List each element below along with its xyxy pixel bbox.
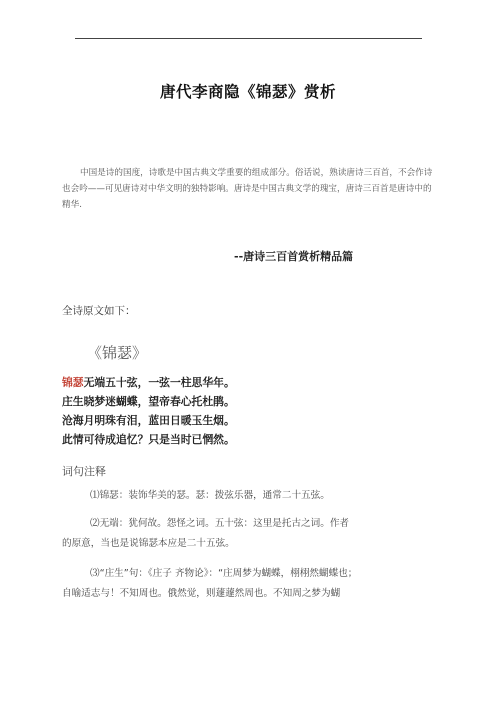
- note-1: [62, 486, 437, 506]
- poem-body: [62, 373, 235, 449]
- note-2-line-2: 的原意，当也是说锦瑟本应是二十五弦。: [62, 538, 235, 549]
- note-1-text: ⑴锦瑟：装饰华美的瑟。瑟：拨弦乐器，通常二十五弦。: [90, 490, 330, 501]
- note-3-line-2: 自喻适志与！不知周也。俄然觉，则蘧蘧然周也。不知周之梦为蝴: [62, 588, 341, 599]
- document-title: 唐代李商隐《锦瑟》赏析: [159, 83, 336, 101]
- source-signature: --唐诗三百首赏析精品篇: [234, 250, 354, 263]
- note-3-line-1: ⑶“庄生”句：《庄子 齐物论》：“庄周梦为蝴蝶，栩栩然蝴蝶也；: [90, 568, 358, 579]
- note-2: [62, 514, 437, 554]
- note-2-line-1: ⑵无端：犹何故。怨怪之词。五十弦：这里是托古之词。作者: [90, 518, 350, 529]
- poem-title-highlight: 锦瑟: [62, 376, 84, 389]
- header-rule: [75, 38, 422, 39]
- poem-title: 《锦瑟》: [87, 344, 148, 362]
- note-3: [62, 564, 437, 604]
- poem-line-1: [62, 373, 235, 392]
- intro-paragraph: 中国是诗的国度，诗歌是中国古典文学重要的组成部分。俗话说，熟读唐诗三百首，不会作诗也会吟——可见唐诗对中华文明的独特影响。唐诗是中国古典文学的瑰宝，唐诗三百首是唐诗中的精华.: [62, 168, 433, 210]
- poem-line-2: 庄生晓梦迷蝴蝶，望帝春心托杜鹃。: [62, 395, 235, 408]
- poem-line-4: 此情可待成追忆？只是当时已惘然。: [62, 433, 235, 446]
- full-text-label: 全诗原文如下：: [62, 305, 136, 317]
- notes-heading: 词句注释: [62, 465, 106, 478]
- poem-line-1-text: 无端五十弦，一弦一柱思华年。: [83, 376, 235, 389]
- poem-line-3: 沧海月明珠有泪，蓝田日暖玉生烟。: [62, 414, 235, 427]
